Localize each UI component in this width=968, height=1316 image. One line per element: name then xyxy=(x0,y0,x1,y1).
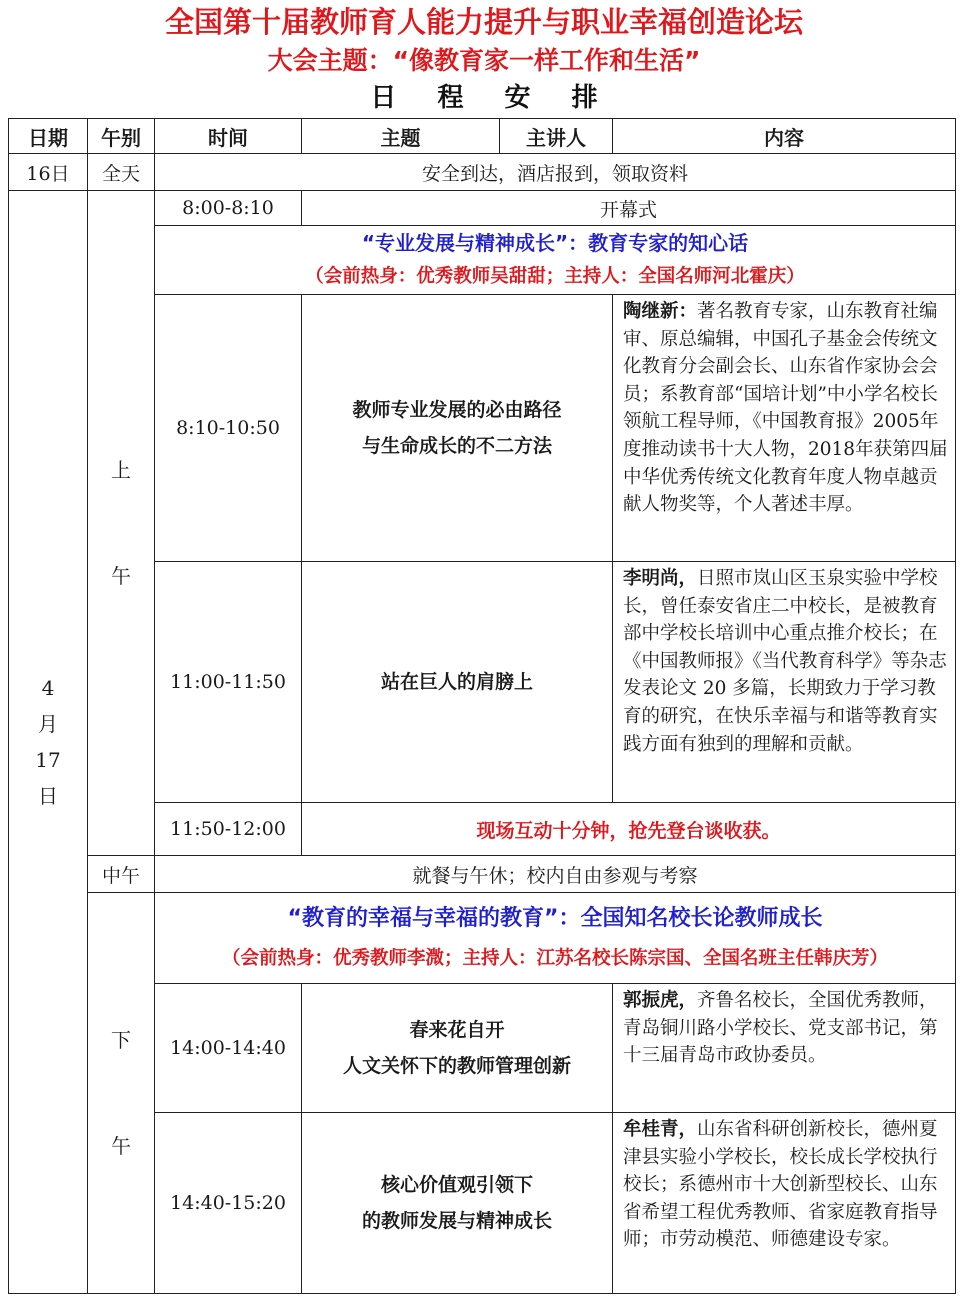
forum-theme: 大会主题：“像教育家一样工作和生活” xyxy=(267,46,701,75)
talk2-bio: 日照市岚山区玉泉实验中学校长，曾任泰安省庄二中校长，是被教育部中学校长培训中心重点推介校长；在《中国教师报》《当代教育科学》等杂志发表论文 20 多篇，长期致力于学习教育的研究，在快乐幸福与和谐等教育实践方面有独到的理解和贡献。 xyxy=(623,568,947,755)
day16-content: 安全到达，酒店报到，领取资料 xyxy=(155,154,956,191)
morning-session xyxy=(155,226,956,295)
talk2-time: 11:00-11:50 xyxy=(155,562,302,803)
talk4-topic: 核心价值观引领下 的教师发展与精神成长 xyxy=(302,1113,613,1294)
noon-content: 就餐与午休；校内自由参观与考察 xyxy=(155,856,956,893)
talk1-topic: 教师专业发展的必由路径 与生命成长的不二方法 xyxy=(302,295,613,562)
col-period: 午别 xyxy=(88,119,155,154)
talk1-content xyxy=(613,295,956,562)
talk2-topic: 站在巨人的肩膀上 xyxy=(302,562,613,803)
talk1-time: 8:10-10:50 xyxy=(155,295,302,562)
morning-session-title: “专业发展与精神成长”：教育专家的知心话 xyxy=(361,231,749,255)
forum-title: 全国第十届教师育人能力提升与职业幸福创造论坛 xyxy=(164,5,803,39)
afternoon-session xyxy=(155,893,956,984)
afternoon-label: 下 午 xyxy=(88,893,155,1294)
table-row-opening xyxy=(9,191,956,226)
day16-date: 16日 xyxy=(9,154,88,191)
talk4-bio: 山东省科研创新校长，德州夏津县实验小学校长，校长成长学校执行校长；系德州市十大创新型校长、山东省希望工程优秀教师、省家庭教育指导师；市劳动模范、师德建设专家。 xyxy=(623,1119,938,1251)
talk2-content xyxy=(613,562,956,803)
table-row-day16 xyxy=(9,154,956,191)
talk3-speaker: 郭振虎， xyxy=(623,990,698,1011)
col-time: 时间 xyxy=(155,119,302,154)
talk4-time: 14:40-15:20 xyxy=(155,1113,302,1294)
talk3-bio: 齐鲁名校长，全国优秀教师，青岛铜川路小学校长、党支部书记，第十三届青岛市政协委员。 xyxy=(623,990,938,1067)
day17-date: 4 月 17 日 xyxy=(9,191,88,1294)
talk2-speaker: 李明尚， xyxy=(623,568,698,589)
talk1-speaker: 陶继新： xyxy=(623,301,698,322)
talk3-topic: 春来花自开 人文关怀下的教师管理创新 xyxy=(302,984,613,1113)
morning-label: 上 午 xyxy=(88,191,155,856)
col-date: 日期 xyxy=(9,119,88,154)
morning-session-subtitle: （会前热身：优秀教师吴甜甜；主持人：全国名师河北霍庆） xyxy=(305,266,805,287)
table-row-afternoon-session xyxy=(9,893,956,984)
day16-period: 全天 xyxy=(88,154,155,191)
table-header-row xyxy=(9,119,956,154)
noon-label: 中午 xyxy=(88,856,155,893)
talk1-bio: 著名教育专家，山东教育社编审、原总编辑，中国孔子基金会传统文化教育分会副会长、山东省作家协会会员；系教育部“国培计划”中小学名校长领航工程导师，《中国教育报》2005年度推动读书十大人物，2018年获第四届中华优秀传统文化教育年度人物卓越贡献人物奖等，个人著述丰厚。 xyxy=(623,301,948,516)
talk3-content xyxy=(613,984,956,1113)
col-content: 内容 xyxy=(613,119,956,154)
schedule-title: 日 程 安 排 xyxy=(370,83,614,113)
talk4-speaker: 牟桂青， xyxy=(623,1119,698,1140)
interaction-content: 现场互动十分钟，抢先登台谈收获。 xyxy=(302,803,956,856)
table-row-noon xyxy=(9,856,956,893)
col-topic: 主题 xyxy=(302,119,500,154)
opening-time: 8:00-8:10 xyxy=(155,191,302,226)
interaction-time: 11:50-12:00 xyxy=(155,803,302,856)
opening-content: 开幕式 xyxy=(302,191,956,226)
afternoon-session-subtitle: （会前热身：优秀教师李溦；主持人：江苏名校长陈宗国、全国名班主任韩庆芳） xyxy=(221,948,888,969)
schedule-table xyxy=(8,118,956,1294)
afternoon-session-title: “教育的幸福与幸福的教育”：全国知名校长论教师成长 xyxy=(287,906,823,931)
col-speaker: 主讲人 xyxy=(500,119,613,154)
talk3-time: 14:00-14:40 xyxy=(155,984,302,1113)
talk4-content xyxy=(613,1113,956,1294)
